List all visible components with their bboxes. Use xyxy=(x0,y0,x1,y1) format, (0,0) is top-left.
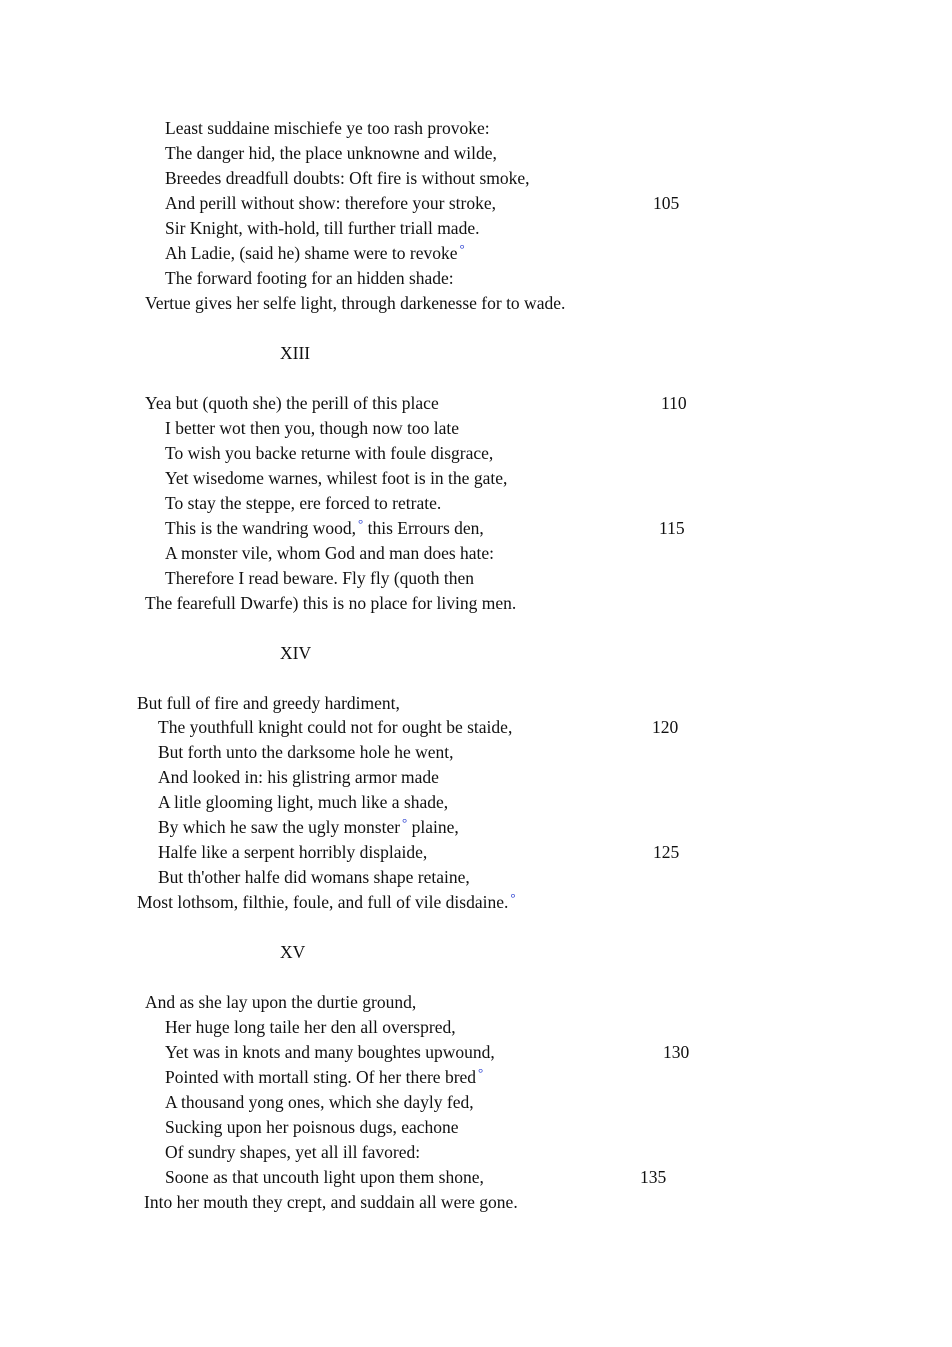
verse-line: And as she lay upon the durtie ground, xyxy=(145,992,417,1012)
line-number: 115 xyxy=(659,518,685,538)
verse-line: Vertue gives her selfe light, through darkenesse for to wade. xyxy=(145,293,566,313)
verse-text: By which he saw the ugly monster xyxy=(158,817,401,837)
verse-line: A litle glooming light, much like a shade, xyxy=(158,792,449,812)
note-link[interactable]: ° xyxy=(459,241,465,256)
verse-line: To stay the steppe, ere forced to retrate. xyxy=(165,493,442,513)
verse-line: Least suddaine mischiefe ye too rash provoke: xyxy=(165,118,490,138)
note-link[interactable]: ° xyxy=(358,516,364,531)
stanza-heading: XV xyxy=(280,942,306,962)
verse-line: Therefore I read beware. Fly fly (quoth then xyxy=(165,568,475,588)
verse-line: The forward footing for an hidden shade: xyxy=(165,268,454,288)
verse-line: Yet was in knots and many boughtes upwound, xyxy=(165,1042,495,1062)
verse-line: Her huge long taile her den all overspred, xyxy=(165,1017,456,1037)
verse-line: And perill without show: therefore your stroke, xyxy=(165,193,496,213)
verse-line xyxy=(165,518,484,540)
verse-text: Most lothsom, filthie, foule, and full of vile disdaine. xyxy=(137,892,509,912)
verse-line: But forth unto the darksome hole he went, xyxy=(158,742,454,762)
line-number: 125 xyxy=(653,842,680,862)
line-number: 120 xyxy=(652,717,679,737)
note-link[interactable]: ° xyxy=(402,815,408,830)
verse-line: But th'other halfe did womans shape retaine, xyxy=(158,867,470,887)
verse-text: plaine, xyxy=(407,817,459,837)
verse-line: I better wot then you, though now too late xyxy=(165,418,460,438)
verse-text: This is the wandring wood, xyxy=(165,518,357,538)
verse-line: A thousand yong ones, which she dayly fed, xyxy=(165,1092,474,1112)
line-number: 135 xyxy=(640,1167,667,1187)
line-number: 110 xyxy=(661,393,687,413)
verse-line: Yea but (quoth she) the perill of this place xyxy=(145,393,439,413)
stanza-heading: XIV xyxy=(280,643,312,663)
verse-line: Of sundry shapes, yet all ill favored: xyxy=(165,1142,421,1162)
verse-line: Soone as that uncouth light upon them shone, xyxy=(165,1167,484,1187)
verse-line xyxy=(165,243,465,265)
verse-line: Breedes dreadfull doubts: Oft fire is without smoke, xyxy=(165,168,530,188)
verse-line: Sir Knight, with-hold, till further triall made. xyxy=(165,218,480,238)
verse-line xyxy=(158,817,459,839)
line-number: 105 xyxy=(653,193,680,213)
verse-line: A monster vile, whom God and man does hate: xyxy=(165,543,495,563)
verse-line xyxy=(165,1067,483,1089)
line-number: 130 xyxy=(663,1042,690,1062)
verse-line: Yet wisedome warnes, whilest foot is in the gate, xyxy=(165,468,508,488)
verse-text: Pointed with mortall sting. Of her there bred xyxy=(165,1067,477,1087)
verse-line: But full of fire and greedy hardiment, xyxy=(137,693,400,713)
stanza-heading: XIII xyxy=(280,343,311,363)
verse-line: The fearefull Dwarfe) this is no place for living men. xyxy=(145,593,517,613)
note-link[interactable]: ° xyxy=(510,890,516,905)
verse-line: The danger hid, the place unknowne and wilde, xyxy=(165,143,497,163)
verse-text: this Errours den, xyxy=(363,518,484,538)
verse-line xyxy=(137,892,516,914)
verse-text: Ah Ladie, (said he) shame were to revoke xyxy=(165,243,458,263)
verse-line: Into her mouth they crept, and suddain all were gone. xyxy=(144,1192,518,1212)
verse-line: Sucking upon her poisnous dugs, eachone xyxy=(165,1117,459,1137)
verse-line: To wish you backe returne with foule disgrace, xyxy=(165,443,494,463)
note-link[interactable]: ° xyxy=(478,1065,484,1080)
verse-line: And looked in: his glistring armor made xyxy=(158,767,439,787)
verse-line: Halfe like a serpent horribly displaide, xyxy=(158,842,428,862)
verse-line: The youthfull knight could not for ought be staide, xyxy=(158,717,513,737)
